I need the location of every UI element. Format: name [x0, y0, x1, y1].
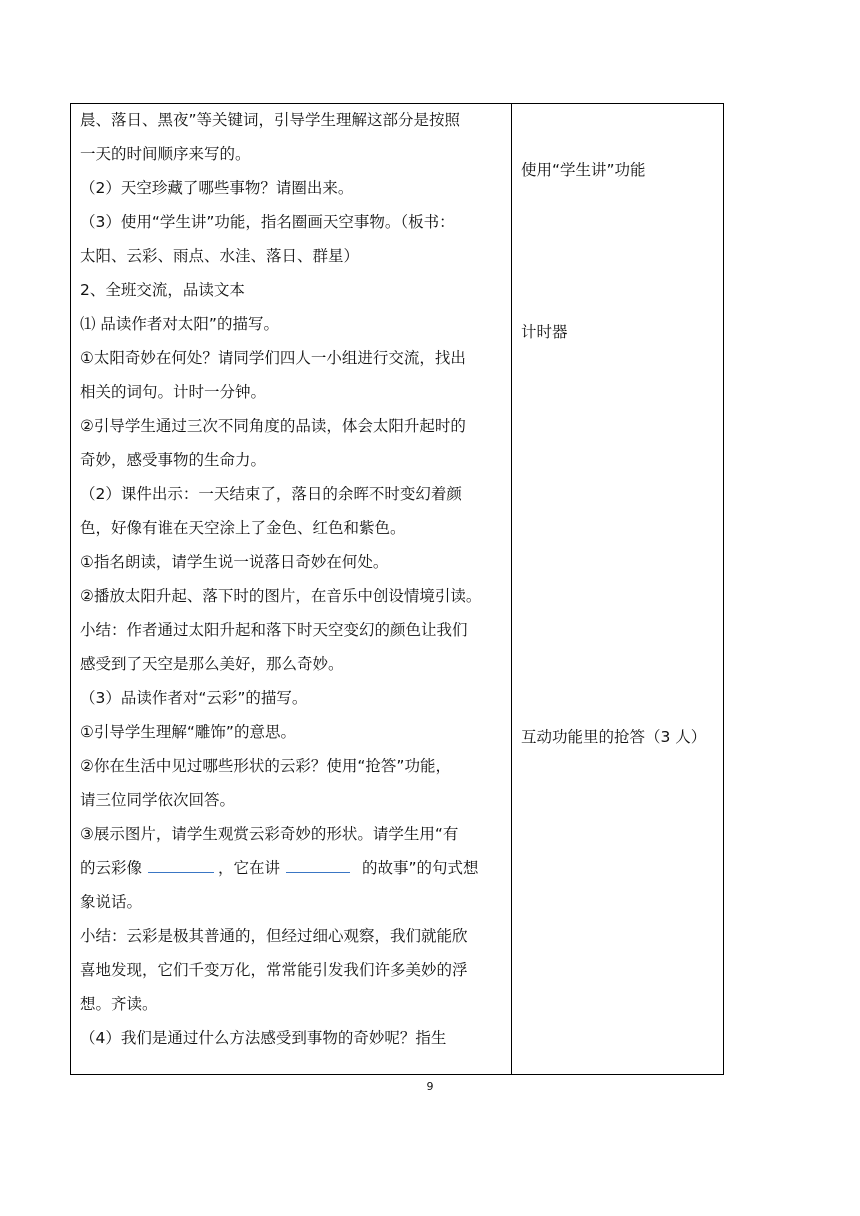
text-line: 感受到了天空是那么美好，那么奇妙。 — [80, 655, 344, 673]
text-line: 色，好像有谁在天空涂上了金色、红色和紫色。 — [80, 519, 406, 537]
text-line: 奇妙，感受事物的生命力。 — [80, 451, 267, 469]
text-line: 小结：云彩是极其普通的，但经过细心观察，我们就能欣 — [80, 927, 468, 945]
text-line: ③展示图片，请学生观赏云彩奇妙的形状。请学生用“有 — [80, 825, 459, 843]
text-line: 喜地发现，它们千变万化，常常能引发我们许多美妙的浮 — [80, 961, 468, 979]
tool-note-student-talk: 使用“学生讲”功能 — [521, 161, 646, 179]
fill-line-part3: 的故事”的句式想 — [362, 859, 479, 877]
teaching-process-cell — [80, 103, 506, 1055]
text-line: 小结：作者通过太阳升起和落下时天空变幻的颜色让我们 — [80, 621, 468, 639]
text-line: ②引导学生通过三次不同角度的品读，体会太阳升起时的 — [80, 417, 466, 435]
fill-blank-1 — [148, 856, 214, 873]
text-line: （2）天空珍藏了哪些事物？请圈出来。 — [80, 179, 354, 197]
text-line: （2）课件出示：一天结束了，落日的余晖不时变幻着颜 — [80, 485, 462, 503]
text-line: 晨、落日、黑夜”等关键词，引导学生理解这部分是按照 — [80, 111, 461, 129]
tool-note-timer: 计时器 — [521, 323, 568, 341]
fill-blank-2 — [286, 856, 350, 873]
fill-in-sentence-line — [80, 851, 506, 885]
text-line: ②你在生活中见过哪些形状的云彩？使用“抢答”功能， — [80, 757, 451, 775]
fill-line-part1: 的云彩像 — [80, 859, 143, 877]
text-line: 一天的时间顺序来写的。 — [80, 145, 251, 163]
tool-note-quick-answer: 互动功能里的抢答（3 人） — [521, 728, 707, 746]
text-line: ⑴ 品读作者对太阳”的描写。 — [80, 315, 279, 333]
text-line: ①引导学生理解“雕饰”的意思。 — [80, 723, 296, 741]
text-line: ①太阳奇妙在何处？请同学们四人一小组进行交流，找出 — [80, 349, 466, 367]
text-line: 太阳、云彩、雨点、水洼、落日、群星） — [80, 247, 360, 265]
text-line: ②播放太阳升起、落下时的图片，在音乐中创设情境引读。 — [80, 587, 482, 605]
text-line: （3）使用“学生讲”功能，指名圈画天空事物。（板书： — [80, 213, 455, 231]
text-line: 2、全班交流，品读文本 — [80, 281, 245, 299]
text-line: ①指名朗读，请学生说一说落日奇妙在何处。 — [80, 553, 389, 571]
text-line: （3）品读作者对“云彩”的描写。 — [80, 689, 308, 707]
text-line: 请三位同学依次回答。 — [80, 791, 236, 809]
text-line: 想。齐读。 — [80, 995, 158, 1013]
page-number: 9 — [426, 1080, 434, 1093]
fill-line-part2: ，它在讲 — [218, 859, 281, 877]
text-line: 相关的词句。计时一分钟。 — [80, 383, 267, 401]
text-line: （4）我们是通过什么方法感受到事物的奇妙呢？指生 — [80, 1029, 447, 1047]
text-line: 象说话。 — [80, 893, 143, 911]
table-column-divider — [511, 103, 512, 1075]
